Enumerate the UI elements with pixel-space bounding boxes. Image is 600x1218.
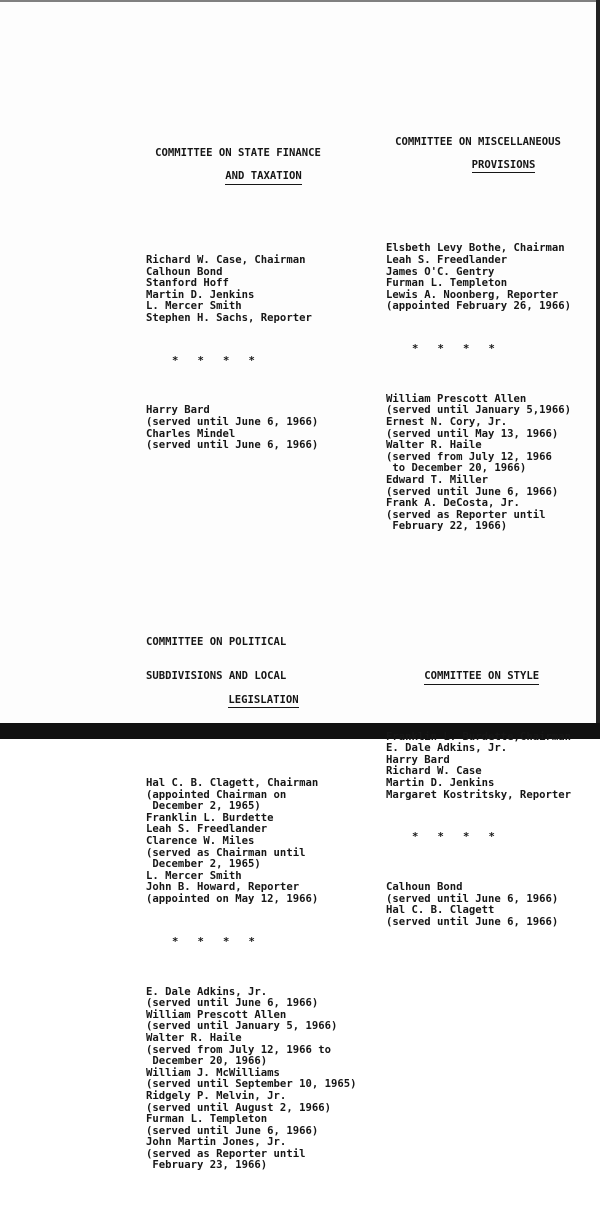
list-item: E. Dale Adkins, Jr.: [386, 742, 508, 755]
list-item: Harry Bard: [386, 753, 450, 766]
list-item: (served until May 13, 1966): [386, 427, 559, 440]
committee-finance: [146, 102, 384, 475]
committee-style-heading: COMMITTEE ON STYLE: [424, 671, 539, 685]
former-member-list: [386, 882, 596, 928]
committee-misc-heading: [386, 113, 570, 185]
list-item: Calhoun Bond: [386, 881, 463, 894]
list-item: (served until January 5, 1966): [146, 1020, 338, 1033]
former-member-list: [146, 987, 384, 1173]
list-item: December 2, 1965): [146, 800, 261, 813]
list-item: Clarence W. Miles: [146, 835, 255, 848]
heading-line: AND TAXATION: [225, 171, 302, 185]
list-item: to December 20, 1966): [386, 462, 527, 475]
list-item: Martin D. Jenkins: [146, 288, 255, 301]
former-member-list: [146, 405, 384, 451]
heading-line: COMMITTEE ON POLITICAL: [146, 635, 287, 648]
list-item: February 23, 1966): [146, 1159, 268, 1172]
list-item: (served until January 5,1966): [386, 404, 571, 417]
list-item: Walter R. Haile: [386, 439, 482, 452]
list-item: (appointed Chairman on: [146, 788, 287, 801]
list-item: Margaret Kostritsky, Reporter: [386, 788, 571, 801]
committee-finance-heading: [146, 125, 330, 197]
member-list: [146, 778, 384, 906]
list-item: William J. McWilliams: [146, 1066, 280, 1079]
list-item: Leah S. Freedlander: [386, 253, 508, 266]
list-item: (appointed February 26, 1966): [386, 300, 571, 313]
member-list: [386, 732, 596, 802]
member-list: [146, 255, 384, 325]
heading-line: LEGISLATION: [228, 695, 298, 709]
list-item: Lewis A. Noonberg, Reporter: [386, 288, 559, 301]
list-item: (served as Chairman until: [146, 846, 306, 859]
list-item: Franklin L. Burdette,Chairman: [386, 730, 571, 743]
committee-miscellaneous: [386, 90, 596, 556]
separator-stars: * * * *: [172, 354, 255, 367]
list-item: Hal C. B. Clagett, Chairman: [146, 777, 319, 790]
scan-right-edge: [596, 0, 600, 739]
list-item: Furman L. Templeton: [146, 1113, 268, 1126]
list-item: (served until June 6, 1966): [386, 892, 559, 905]
list-item: (served as Reporter until: [386, 508, 546, 521]
list-item: (served from July 12, 1966: [386, 450, 552, 463]
list-item: Richard W. Case, Chairman: [146, 253, 306, 266]
list-item: Ridgely P. Melvin, Jr.: [146, 1089, 287, 1102]
list-item: Calhoun Bond: [146, 265, 223, 278]
list-item: Stanford Hoff: [146, 277, 229, 290]
list-item: Harry Bard: [146, 404, 210, 417]
list-item: William Prescott Allen: [146, 1008, 287, 1021]
list-item: John B. Howard, Reporter: [146, 881, 300, 894]
list-item: (served until June 6, 1966): [146, 416, 319, 429]
list-item: (appointed on May 12, 1966): [146, 893, 319, 905]
list-item: (served as Reporter until: [146, 1147, 306, 1160]
list-item: E. Dale Adkins, Jr.: [146, 985, 268, 998]
left-column: [146, 67, 384, 1218]
list-item: John Martin Jones, Jr.: [146, 1136, 287, 1149]
list-item: L. Mercer Smith: [146, 300, 242, 313]
list-item: Hal C. B. Clagett: [386, 904, 495, 917]
list-item: James O'C. Gentry: [386, 265, 495, 278]
list-item: Stephen H. Sachs, Reporter: [146, 311, 312, 324]
list-item: Elsbeth Levy Bothe, Chairman: [386, 242, 565, 255]
list-item: (served until June 6, 1966): [146, 439, 319, 452]
list-item: (served until June 6, 1966): [386, 485, 559, 498]
list-item: (served until June 6, 1966): [146, 1124, 319, 1137]
heading-line: PROVISIONS: [472, 160, 536, 174]
heading-line: COMMITTEE ON STATE FINANCE: [155, 147, 321, 160]
committee-style: [386, 660, 596, 952]
list-item: Walter R. Haile: [146, 1031, 242, 1044]
heading-line: COMMITTEE ON MISCELLANEOUS: [395, 135, 561, 148]
heading-line: SUBDIVISIONS AND LOCAL: [146, 670, 287, 683]
list-item: L. Mercer Smith: [146, 869, 242, 882]
list-item: Franklin L. Burdette: [146, 811, 274, 824]
list-item: Edward T. Miller: [386, 474, 489, 486]
list-item: December 20, 1966): [146, 1055, 268, 1068]
former-member-list: [386, 394, 596, 533]
list-item: December 2, 1965): [146, 858, 261, 871]
committee-political: [146, 590, 384, 1195]
list-item: (served until June 6, 1966): [146, 997, 319, 1010]
list-item: Ernest N. Cory, Jr.: [386, 416, 508, 429]
separator-stars: * * * *: [412, 831, 495, 844]
scan-top-edge: [0, 0, 600, 12]
list-item: Frank A. DeCosta, Jr.: [386, 497, 520, 510]
list-item: (served from July 12, 1966 to: [146, 1043, 331, 1056]
list-item: (served until September 10, 1965): [146, 1078, 357, 1091]
member-list: [386, 243, 596, 313]
list-item: Leah S. Freedlander: [146, 823, 268, 836]
separator-stars: * * * *: [172, 935, 255, 948]
list-item: William Prescott Allen: [386, 392, 527, 405]
right-column: [386, 67, 596, 975]
separator-stars: * * * *: [412, 343, 495, 356]
list-item: February 22, 1966): [386, 520, 508, 533]
list-item: Richard W. Case: [386, 765, 482, 778]
list-item: (served until August 2, 1966): [146, 1101, 331, 1114]
list-item: Martin D. Jenkins: [386, 777, 495, 790]
committee-political-heading: [146, 613, 330, 719]
list-item: Charles Mindel: [146, 427, 236, 440]
list-item: (served until June 6, 1966): [386, 916, 559, 928]
list-item: Furman L. Templeton: [386, 277, 508, 290]
